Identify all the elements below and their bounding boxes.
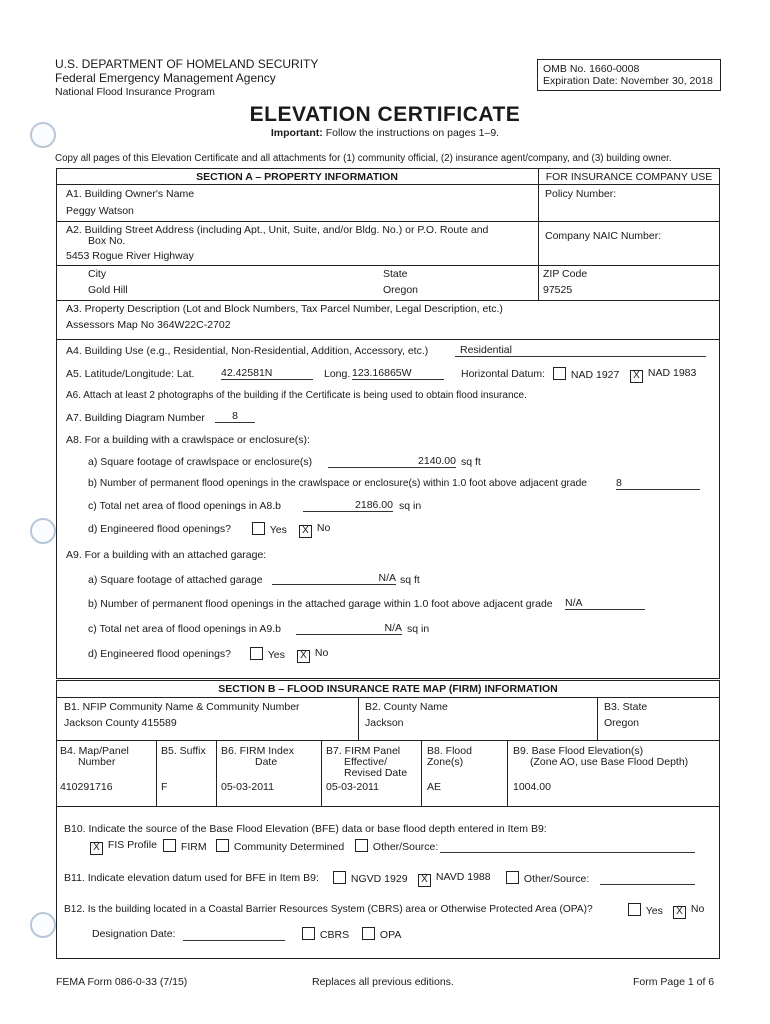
a8b-openings-field[interactable]: 8 — [616, 477, 700, 490]
b1-value[interactable]: Jackson County 415589 — [64, 717, 177, 729]
divider — [56, 300, 720, 301]
a5-datum-label: Horizontal Datum: — [461, 368, 546, 380]
b11-other-source-field[interactable] — [600, 872, 695, 885]
b7-label-cont2: Revised Date — [344, 767, 408, 779]
b10-community-option[interactable] — [216, 839, 344, 853]
zip-label: ZIP Code — [543, 268, 588, 280]
punch-hole-mark — [30, 518, 56, 544]
city-label: City — [88, 268, 107, 280]
b7-label: B7. FIRM Panel — [326, 745, 401, 757]
a8a-unit: sq ft — [461, 456, 481, 468]
a9c-unit: sq in — [407, 623, 430, 635]
b10-other-option[interactable] — [355, 839, 438, 853]
a8a-label: a) Square footage of crawlspace or enclosure(s) — [88, 456, 313, 468]
b4-value[interactable]: 410291716 — [60, 781, 113, 793]
state-value[interactable]: Oregon — [383, 284, 419, 296]
b12-yes-option[interactable] — [628, 903, 663, 917]
a9c-label: c) Total net area of flood openings in A9.b — [88, 623, 282, 635]
b11-navd-label: NAVD 1988 — [435, 871, 491, 883]
divider — [538, 168, 539, 300]
b12-no-checkbox[interactable]: X — [673, 906, 686, 919]
b1-label: B1. NFIP Community Name & Community Number — [64, 701, 300, 713]
a9c-area-field[interactable]: N/A — [296, 622, 402, 635]
a9b-openings-field[interactable]: N/A — [565, 597, 645, 610]
b9-label-cont: (Zone AO, use Base Flood Depth) — [530, 756, 689, 768]
b4-label: B4. Map/Panel — [60, 745, 129, 757]
state-label: State — [383, 268, 408, 280]
divider — [321, 740, 322, 806]
b8-label-cont: Zone(s) — [427, 756, 464, 768]
nad1983-option[interactable] — [630, 367, 696, 383]
b10-fis-checkbox[interactable]: X — [90, 842, 103, 855]
nad1927-checkbox[interactable] — [553, 367, 566, 380]
b10-fis-label: FIS Profile — [107, 839, 157, 851]
divider — [56, 184, 720, 185]
b8-label: B8. Flood — [427, 745, 472, 757]
a8d-yes-label: Yes — [269, 524, 287, 536]
a9a-unit: sq ft — [400, 574, 420, 586]
b12-designation-date-field[interactable] — [183, 928, 285, 941]
form-number: FEMA Form 086-0-33 (7/15) — [56, 976, 188, 988]
b12-designation-label: Designation Date: — [92, 928, 176, 940]
divider — [56, 697, 720, 698]
a5-longitude-field[interactable]: 123.16865W — [352, 367, 444, 380]
b10-firm-label: FIRM — [180, 841, 207, 853]
a8d-yes-option[interactable] — [252, 522, 287, 536]
b12-no-option[interactable] — [673, 903, 704, 919]
b10-other-label: Other/Source: — [372, 841, 439, 853]
b12-yes-checkbox[interactable] — [628, 903, 641, 916]
expiration-date: Expiration Date: November 30, 2018 — [543, 75, 713, 87]
b8-value[interactable]: AE — [427, 781, 442, 793]
b12-cbrs-option[interactable] — [302, 927, 349, 941]
page-number: Form Page 1 of 6 — [633, 976, 715, 988]
a9d-no-checkbox[interactable]: X — [297, 650, 310, 663]
a2-label-cont: Box No. — [88, 235, 126, 247]
a9a-sqft-field[interactable]: N/A — [272, 572, 396, 585]
policy-number-label: Policy Number: — [545, 188, 617, 200]
divider — [56, 221, 720, 222]
a5-label: A5. Latitude/Longitude: Lat. — [66, 368, 195, 380]
b11-label: B11. Indicate elevation datum used for BFE in Item B9: — [64, 872, 319, 884]
a8d-no-option[interactable] — [299, 522, 330, 538]
insurance-use-title: FOR INSURANCE COMPANY USE — [545, 171, 713, 183]
b12-cbrs-checkbox[interactable] — [302, 927, 315, 940]
a9d-no-label: No — [314, 647, 329, 659]
nad1927-option[interactable] — [553, 367, 619, 381]
divider — [507, 740, 508, 806]
important-text: Follow the instructions on pages 1–9. — [325, 127, 500, 139]
a8c-area-field[interactable]: 2186.00 — [303, 499, 393, 512]
b10-label: B10. Indicate the source of the Base Flood Elevation (BFE) data or base flood depth entered in Item B9: — [64, 823, 547, 835]
b10-firm-checkbox[interactable] — [163, 839, 176, 852]
b7-value[interactable]: 05-03-2011 — [326, 781, 379, 793]
b5-value[interactable]: F — [161, 781, 168, 793]
naic-label: Company NAIC Number: — [545, 230, 662, 242]
b12-label: B12. Is the building located in a Coastal Barrier Resources System (CBRS) area or Otherwise Protected Area (OPA)? — [64, 904, 593, 915]
b6-label: B6. FIRM Index — [221, 745, 294, 757]
a4-building-use-field[interactable]: Residential — [455, 344, 706, 357]
b10-community-checkbox[interactable] — [216, 839, 229, 852]
a8d-no-checkbox[interactable]: X — [299, 525, 312, 538]
a3-label: A3. Property Description (Lot and Block Numbers, Tax Parcel Number, Legal Description, etc.) — [66, 303, 503, 315]
a8d-yes-checkbox[interactable] — [252, 522, 265, 535]
b11-other-label: Other/Source: — [523, 873, 590, 885]
section-b-title: SECTION B – FLOOD INSURANCE RATE MAP (FIRM) INFORMATION — [218, 683, 558, 695]
nad1983-label: NAD 1983 — [647, 367, 697, 379]
divider — [421, 740, 422, 806]
b5-label: B5. Suffix — [161, 745, 206, 757]
a5-long-label: Long. — [324, 368, 351, 380]
page-title: ELEVATION CERTIFICATE — [249, 103, 521, 126]
city-value[interactable]: Gold Hill — [88, 284, 128, 296]
a6-label: A6. Attach at least 2 photographs of the building if the Certificate is being used to obtain flood insurance. — [66, 390, 527, 401]
section-a-title: SECTION A – PROPERTY INFORMATION — [196, 171, 398, 183]
b12-opa-option[interactable] — [362, 927, 401, 941]
b11-navd-checkbox[interactable]: X — [418, 874, 431, 887]
important-label: Important: — [270, 127, 323, 139]
a8d-label: d) Engineered flood openings? — [88, 523, 232, 535]
b12-no-label: No — [690, 903, 705, 915]
zip-value[interactable]: 97525 — [543, 284, 573, 296]
b11-other-checkbox[interactable] — [506, 871, 519, 884]
nad1927-label: NAD 1927 — [570, 369, 620, 381]
omb-box — [537, 59, 721, 91]
a4-label: A4. Building Use (e.g., Residential, Non-Residential, Addition, Accessory, etc.) — [66, 345, 429, 357]
divider — [358, 697, 359, 740]
a8a-sqft-field[interactable]: 2140.00 — [328, 455, 456, 468]
a9d-yes-checkbox[interactable] — [250, 647, 263, 660]
b12-opa-checkbox[interactable] — [362, 927, 375, 940]
divider — [597, 697, 598, 740]
b12-opa-label: OPA — [379, 929, 402, 941]
agency-line-2: Federal Emergency Management Agency — [55, 71, 276, 85]
b6-label-cont: Date — [255, 756, 278, 768]
divider — [156, 740, 157, 806]
a3-value[interactable]: Assessors Map No 364W22C-2702 — [66, 319, 231, 331]
a9b-label: b) Number of permanent flood openings in the attached garage within 1.0 foot above adjacent grade — [88, 598, 553, 610]
replaces-note: Replaces all previous editions. — [312, 976, 454, 988]
b11-ngvd-checkbox[interactable] — [333, 871, 346, 884]
a1-owner-value[interactable]: Peggy Watson — [66, 205, 134, 217]
b6-value[interactable]: 05-03-2011 — [221, 781, 274, 793]
nad1983-checkbox[interactable]: X — [630, 370, 643, 383]
divider — [216, 740, 217, 806]
b3-value[interactable]: Oregon — [604, 717, 640, 729]
agency-line-3: National Flood Insurance Program — [55, 86, 215, 98]
a8c-unit: sq in — [399, 500, 422, 512]
a9a-label: a) Square footage of attached garage — [88, 574, 263, 586]
b10-community-label: Community Determined — [233, 841, 345, 853]
omb-number: OMB No. 1660-0008 — [543, 63, 640, 75]
b11-ngvd-option[interactable] — [333, 871, 408, 885]
b7-label-cont: Effective/ — [344, 756, 387, 768]
b11-other-option[interactable] — [506, 871, 589, 885]
a7-label: A7. Building Diagram Number — [66, 412, 205, 424]
a8-label: A8. For a building with a crawlspace or enclosure(s): — [66, 434, 310, 446]
divider — [56, 265, 720, 266]
agency-line-1: U.S. DEPARTMENT OF HOMELAND SECURITY — [55, 57, 319, 71]
a8d-no-label: No — [316, 522, 331, 534]
b2-value[interactable]: Jackson — [365, 717, 404, 729]
a9d-yes-option[interactable] — [250, 647, 285, 661]
b3-label: B3. State — [604, 701, 648, 713]
a9-label: A9. For a building with an attached garage: — [66, 549, 267, 561]
b10-other-source-field[interactable] — [440, 840, 695, 853]
b9-value[interactable]: 1004.00 — [513, 781, 551, 793]
a9d-yes-label: Yes — [267, 649, 285, 661]
b10-firm-option[interactable] — [163, 839, 207, 853]
copy-instructions: Copy all pages of this Elevation Certificate and all attachments for (1) community official, (2) insurance agent/company, and (3) building owner. — [55, 153, 672, 164]
a7-diagram-number-field[interactable]: 8 — [215, 410, 255, 423]
a2-label: A2. Building Street Address (including Apt., Unit, Suite, and/or Bldg. No.) or P.O. Route and — [66, 224, 489, 236]
b10-other-checkbox[interactable] — [355, 839, 368, 852]
a2-address-value[interactable]: 5453 Rogue River Highway — [66, 250, 194, 262]
b12-yes-label: Yes — [645, 905, 663, 917]
a5-latitude-field[interactable]: 42.42581N — [221, 367, 313, 380]
b9-label: B9. Base Flood Elevation(s) — [513, 745, 644, 757]
a8c-label: c) Total net area of flood openings in A8.b — [88, 500, 282, 512]
divider — [56, 806, 720, 807]
b11-navd-option[interactable] — [418, 871, 491, 887]
a1-label: A1. Building Owner's Name — [66, 188, 195, 200]
b10-fis-option[interactable] — [90, 839, 157, 855]
b2-label: B2. County Name — [365, 701, 448, 713]
b4-label-cont: Number — [78, 756, 116, 768]
a8b-label: b) Number of permanent flood openings in the crawlspace or enclosure(s) within 1.0 foot above adjacent grade — [88, 478, 587, 489]
punch-hole-mark — [30, 912, 56, 938]
important-note — [0, 127, 770, 139]
b11-ngvd-label: NGVD 1929 — [350, 873, 408, 885]
a9d-label: d) Engineered flood openings? — [88, 648, 232, 660]
a9d-no-option[interactable] — [297, 647, 328, 663]
b12-cbrs-label: CBRS — [319, 929, 350, 941]
